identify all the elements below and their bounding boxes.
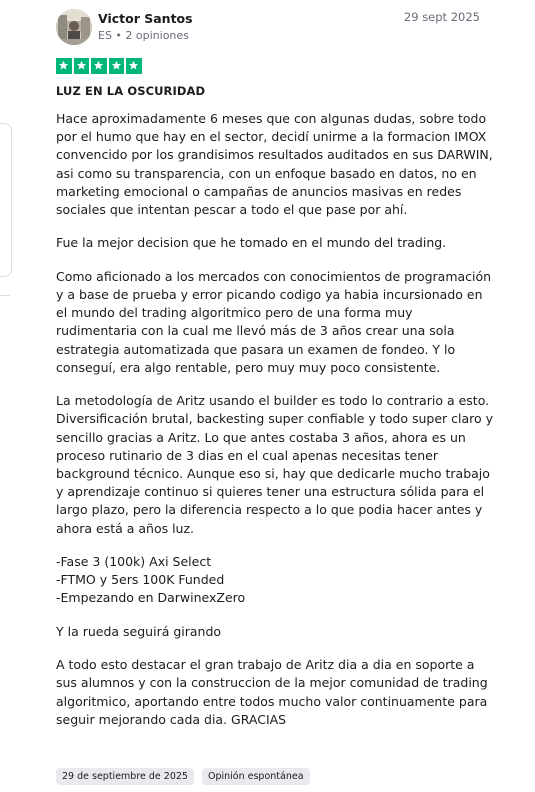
star-icon: [76, 60, 87, 71]
reviewer-name[interactable]: Victor Santos: [98, 11, 193, 26]
review-paragraph: Fue la mejor decision que he tomado en el mundo del trading.: [56, 235, 447, 251]
avatar-image: [56, 9, 92, 45]
review-title: LUZ EN LA OSCURIDAD: [56, 84, 206, 98]
star-rating: [56, 58, 142, 74]
review-tags: [56, 768, 310, 785]
review-results-list: -Fase 3 (100k) Axi Select -FTMO y 5ers 100K Funded -Empezando en DarwinexZero: [56, 554, 246, 606]
avatar[interactable]: [56, 9, 92, 45]
side-divider: [0, 295, 10, 296]
side-panel-edge: [0, 123, 12, 277]
star-box: [109, 58, 125, 74]
star-icon: [93, 60, 104, 71]
review-paragraph: Hace aproximadamente 6 meses que con algunas dudas, sobre todo por el humo que hay en el sector, decidí unirme a la formacion IMOX convencido por los grandisimos resultados auditados en sus DARWIN, asi como su transparencia, con un enfoque basado en datos, no en marketing emocional o campañas de anuncios masivas en redes sociales que intentan pescar a todo el que pase por ahí.: [56, 111, 493, 218]
review-type-tag[interactable]: Opinión espontánea: [202, 768, 310, 785]
experience-date-tag: 29 de septiembre de 2025: [56, 768, 194, 785]
star-box: [74, 58, 90, 74]
review-body: [56, 110, 496, 744]
review-paragraph: A todo esto destacar el gran trabajo de Aritz dia a dia en soporte a sus alumnos y con la construccion de la mejor comunidad de trading algoritmico, aportando entre todos mucho valor continuamente para seguir mejorando cada dia. GRACIAS: [56, 657, 488, 727]
star-box: [126, 58, 142, 74]
star-icon: [58, 60, 69, 71]
review-header: [56, 9, 484, 45]
review-paragraph: Y la rueda seguirá girando: [56, 623, 222, 639]
star-box: [56, 58, 72, 74]
review-paragraph: Como aficionado a los mercados con conocimientos de programación y a base de prueba y error picando codigo ya habia incursionado en el mundo del trading algoritmico pero de una forma muy rudimentaria con la cual me llevó más de 3 años crear una sola estrategia automatizada que pasara un examen de fondeo. Y lo conseguí, era algo rentable, pero muy muy poco consistente.: [56, 268, 492, 375]
star-icon: [128, 60, 139, 71]
review-paragraph: La metodología de Aritz usando el builder es todo lo contrario a esto. Diversificación brutal, backesting super confiable y todo super claro y sencillo gracias a Aritz. Lo que antes costaba 3 años, ahora es un proceso rutinario de 3 dias en el cual apenas necesitas tener background técnico. Aunque eso si, hay que dedicarle mucho trabajo y aprendizaje continuo si quieres tener una estructura sólida para el largo plazo, pero la diferencia respecto a lo que podia hacer antes y ahora está a años luz.: [56, 393, 494, 536]
review-date: 29 sept 2025: [403, 10, 480, 24]
reviewer-meta: ES • 2 opiniones: [98, 29, 189, 42]
star-icon: [111, 60, 122, 71]
star-box: [91, 58, 107, 74]
